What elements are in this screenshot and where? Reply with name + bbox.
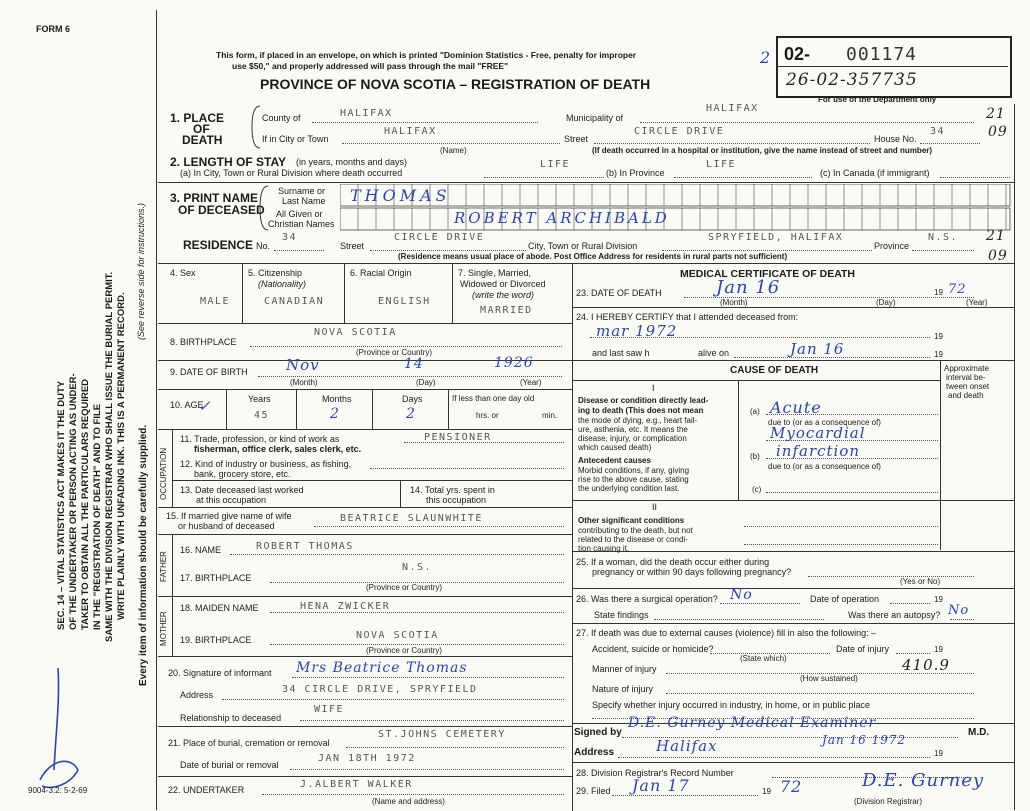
city-value: HALIFAX bbox=[384, 126, 437, 137]
given-names-value: ROBERT ARCHIBALD bbox=[454, 209, 670, 227]
marital-status-value: MARRIED bbox=[480, 305, 533, 316]
cause-b-value: infarction bbox=[776, 442, 861, 460]
informant-signature: Mrs Beatrice Thomas bbox=[296, 660, 468, 676]
reg-number: 001174 bbox=[846, 44, 918, 65]
occupation-value: PENSIONER bbox=[424, 432, 492, 443]
place-label: 1. PLACE bbox=[170, 111, 225, 125]
occupation-side-label: OCCUPATION bbox=[159, 447, 168, 500]
father-name-value: ROBERT THOMAS bbox=[256, 541, 354, 552]
signed-by-value: D.E. Gurney Medical Examiner bbox=[628, 715, 877, 731]
dob-year-value: 1926 bbox=[494, 355, 534, 371]
mother-side-label: MOTHER bbox=[159, 611, 168, 646]
residence-city-value: SPRYFIELD, HALIFAX bbox=[708, 232, 844, 243]
dob-day-value: 14 bbox=[404, 356, 424, 372]
sex-value: MALE bbox=[200, 296, 231, 307]
mother-maiden-value: HENA ZWICKER bbox=[300, 601, 391, 612]
dob-month-value: Nov bbox=[286, 356, 320, 374]
citizenship-value: CANADIAN bbox=[264, 296, 325, 307]
father-birthplace-value: N.S. bbox=[402, 562, 433, 573]
dept-use-note: For use of the Department only bbox=[818, 95, 937, 104]
mother-birthplace-value: NOVA SCOTIA bbox=[356, 630, 439, 641]
code-410-9: 410.9 bbox=[902, 656, 950, 674]
undertaker-value: J.ALBERT WALKER bbox=[300, 779, 413, 790]
surgery-value: No bbox=[730, 587, 753, 603]
age-months-value: 2 bbox=[330, 406, 340, 422]
attended-from-value: mar 1972 bbox=[596, 322, 678, 340]
stay-province-value: LIFE bbox=[706, 159, 737, 170]
main-frame-right bbox=[1014, 104, 1015, 810]
every-item-note: Every item of information should be carefully supplied. bbox=[138, 424, 149, 686]
cause-of-death-title: CAUSE OF DEATH bbox=[730, 365, 819, 376]
burial-place-value: ST.JOHNS CEMETERY bbox=[378, 729, 506, 740]
residence-no-value: 34 bbox=[282, 232, 298, 243]
residence-street-value: CIRCLE DRIVE bbox=[394, 232, 485, 243]
reverse-note: (See reverse side for instructions.) bbox=[136, 202, 146, 340]
mail-notice-2: use $50," and properly addressed will pass through the mail "FREE" bbox=[232, 61, 509, 71]
residence-province-value: N.S. bbox=[928, 232, 959, 243]
medical-cert-title: MEDICAL CERTIFICATE OF DEATH bbox=[680, 268, 855, 280]
informant-address-value: 34 CIRCLE DRIVE, SPRYFIELD bbox=[282, 684, 478, 695]
street-value: CIRCLE DRIVE bbox=[634, 126, 725, 137]
length-of-stay-label: 2. LENGTH OF STAY bbox=[170, 155, 287, 169]
form-title: PROVINCE OF NOVA SCOTIA – REGISTRATION OF DEATH bbox=[260, 76, 651, 92]
surname-value: THOMAS bbox=[350, 186, 451, 205]
footer-code: 9004-3.2: 5-2-69 bbox=[28, 786, 88, 795]
signer-date-value: Jan 16 1972 bbox=[822, 733, 907, 747]
birthplace-value: NOVA SCOTIA bbox=[314, 327, 397, 338]
main-frame-left bbox=[156, 10, 157, 810]
residence-label: RESIDENCE bbox=[183, 238, 254, 252]
relationship-value: WIFE bbox=[314, 704, 345, 715]
cause-a-due-value: Myocardial bbox=[770, 424, 866, 442]
autopsy-value: No bbox=[948, 603, 970, 618]
house-value: 34 bbox=[930, 126, 946, 137]
margin-signature-mark bbox=[30, 660, 90, 800]
signer-address-value: Halifax bbox=[656, 737, 718, 755]
racial-origin-value: ENGLISH bbox=[378, 296, 431, 307]
age-check-mark: ✓ bbox=[198, 397, 212, 415]
municipality-value: HALIFAX bbox=[706, 103, 759, 114]
age-days-value: 2 bbox=[406, 406, 416, 422]
date-of-death-value: Jan 16 bbox=[716, 277, 781, 298]
form-number: FORM 6 bbox=[36, 24, 71, 34]
burial-date-value: JAN 18TH 1972 bbox=[318, 753, 416, 764]
filed-date-value: Jan 17 bbox=[632, 776, 690, 795]
age-years-value: 45 bbox=[254, 410, 270, 421]
reg-handwritten: 26-02-357735 bbox=[786, 70, 918, 90]
reg-hw-prefix: 2 bbox=[760, 48, 772, 67]
spouse-value: BEATRICE SLAUNWHITE bbox=[340, 513, 483, 524]
father-side-label: FATHER bbox=[159, 551, 168, 582]
mail-notice-1: This form, if placed in an envelope, on which is printed "Dominion Statistics - Free, penalty for improper bbox=[216, 50, 637, 60]
registrar-signature: D.E. Gurney bbox=[862, 770, 985, 791]
stay-city-value: LIFE bbox=[540, 159, 571, 170]
cause-a-value: Acute bbox=[770, 398, 822, 417]
county-value: HALIFAX bbox=[340, 108, 393, 119]
last-seen-value: Jan 16 bbox=[790, 340, 845, 358]
print-name-label: 3. PRINT NAME bbox=[170, 191, 259, 205]
column-divider bbox=[572, 263, 573, 811]
reg-prefix: 02- bbox=[784, 44, 811, 64]
